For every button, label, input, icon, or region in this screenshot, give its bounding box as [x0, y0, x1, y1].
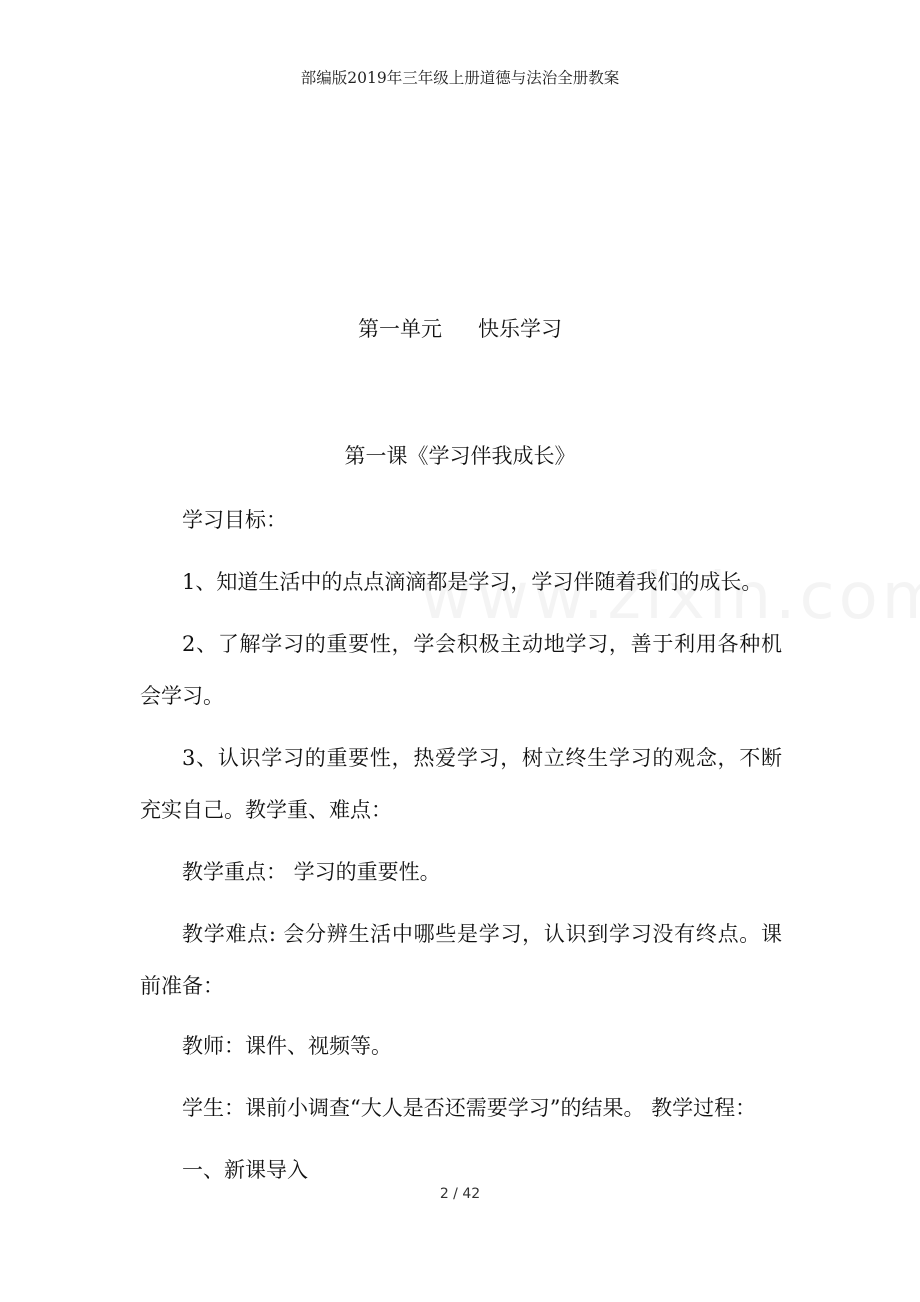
page-number: 2 / 42 [439, 1186, 481, 1202]
paragraph-objectives-heading: 学习目标： [182, 508, 287, 532]
paragraph-difficulty: 教学难点: 会分辨生活中哪些是学习，认识到学习没有终点。课前准备： [140, 922, 782, 998]
lesson-title: 第一课《学习伴我成长》 [344, 444, 576, 468]
unit-name: 快乐学习 [478, 317, 562, 341]
running-header: 部编版2019年三年级上册道德与法治全册教案 [300, 69, 620, 87]
unit-label: 第一单元 [358, 317, 442, 341]
paragraph-objective-1: 1、知道生活中的点点滴滴都是学习，学习伴随着我们的成长。 [182, 570, 763, 594]
paragraph-objective-2: 2、了解学习的重要性，学会积极主动地学习，善于利用各种机会学习。 [140, 632, 782, 708]
unit-title [0, 313, 920, 343]
paragraph-key-point: 教学重点： 学习的重要性。 [182, 860, 441, 884]
paragraph-teacher-prep: 教师：课件、视频等。 [182, 1034, 392, 1058]
paragraph-section-intro: 一、新课导入 [182, 1158, 308, 1182]
paragraph-objective-3: 3、认识学习的重要性，热爱学习，树立终生学习的观念，不断充实自己。教学重、难点： [140, 746, 782, 822]
paragraph-student-prep: 学生：课前小调查“大人是否还需要学习”的结果。 教学过程： [182, 1096, 757, 1120]
